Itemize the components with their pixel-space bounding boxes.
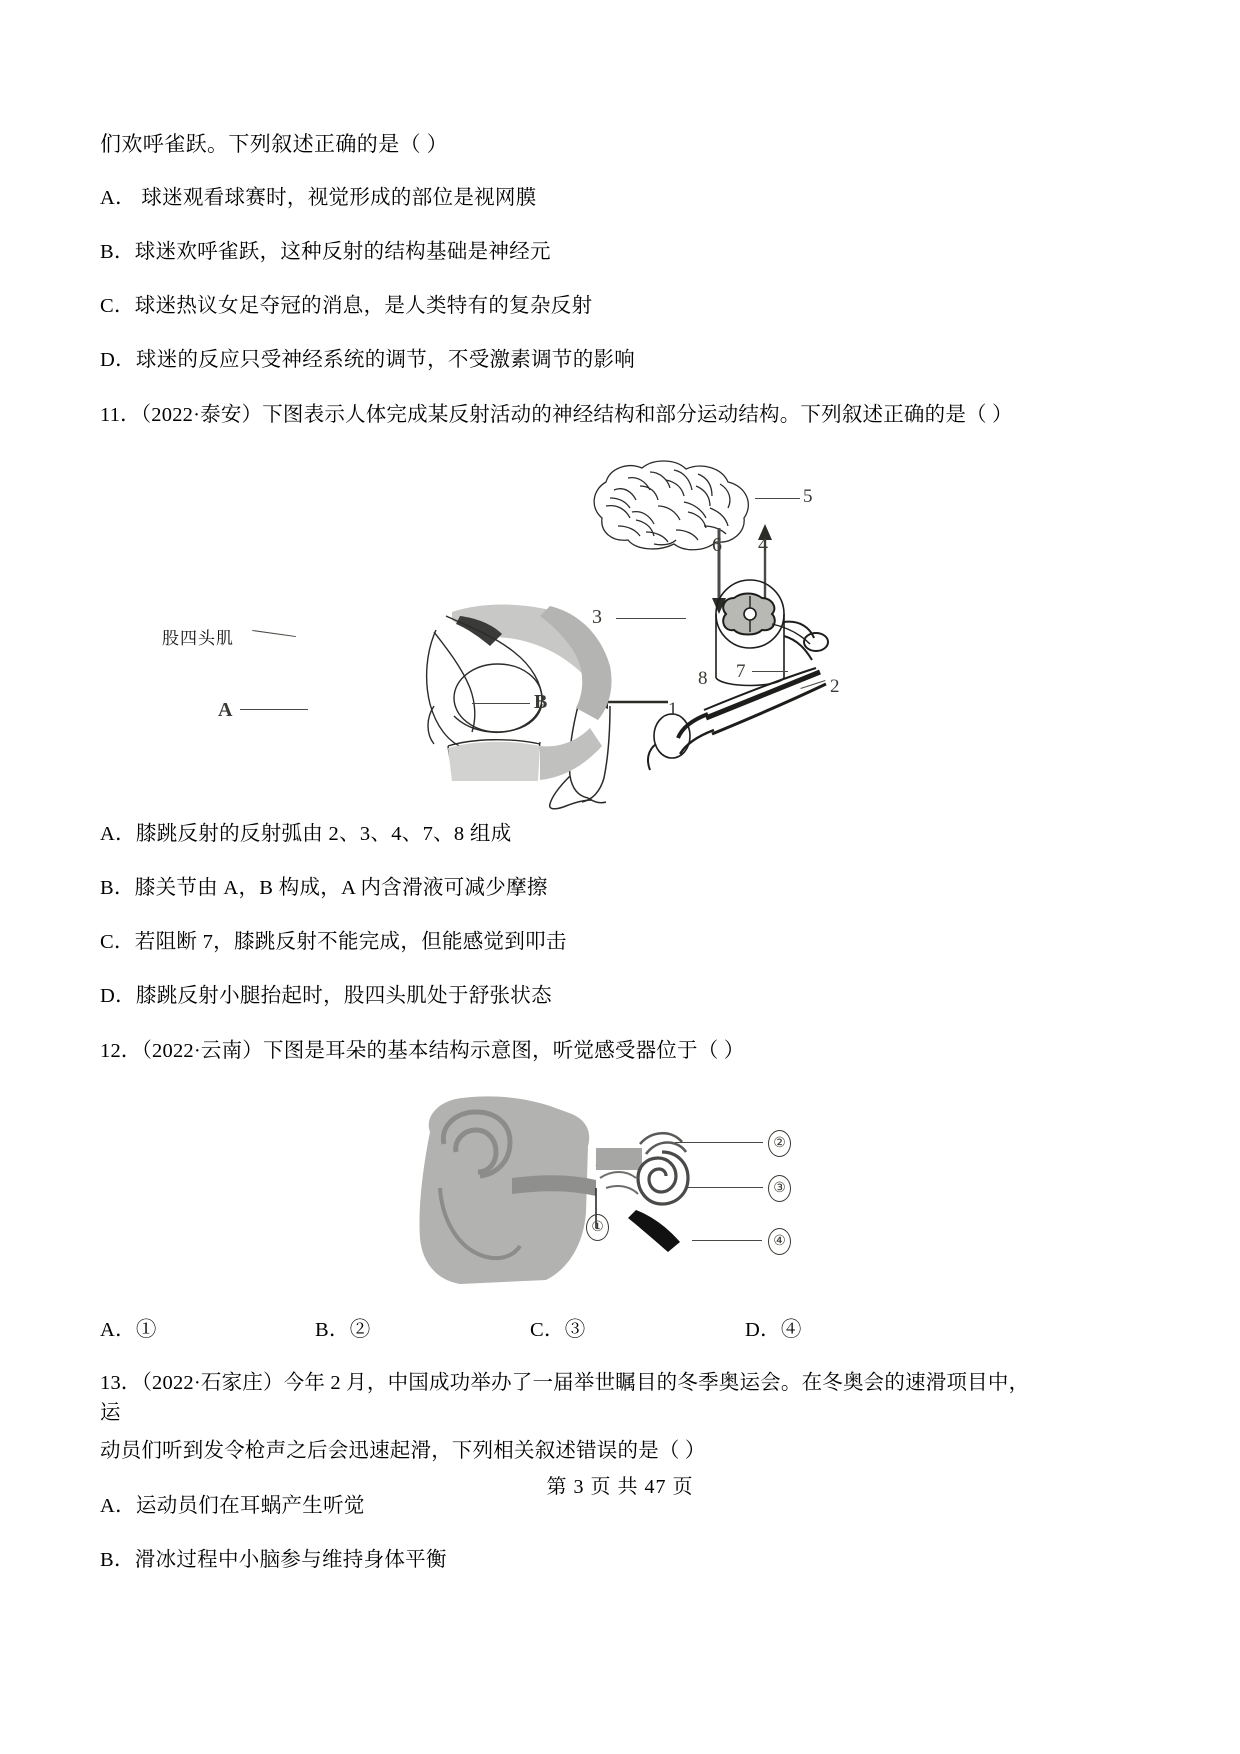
q10-option-b: B．球迷欢呼雀跃，这种反射的结构基础是神经元 bbox=[100, 241, 551, 263]
figure-label-5: 5 bbox=[803, 486, 813, 507]
figure-label-quadriceps: 股四头肌 bbox=[162, 629, 234, 648]
q13-option-a: A．运动员们在耳蜗产生听觉 bbox=[100, 1495, 365, 1517]
q12-number: 12． bbox=[100, 1040, 142, 1062]
q11-option-a: A．膝跳反射的反射弧由 2、3、4、7、8 组成 bbox=[100, 823, 512, 845]
q13-number: 13． bbox=[100, 1372, 142, 1394]
q11-stem-text: 下图表示人体完成某反射活动的神经结构和部分运动结构。下列叙述正确的是（ ） bbox=[262, 404, 1013, 426]
ear-label-4: ④ bbox=[768, 1228, 791, 1255]
figure-label-1: 1 bbox=[668, 699, 678, 720]
knee-joint-illustration bbox=[390, 596, 620, 781]
q12-choices bbox=[100, 1312, 1030, 1342]
q13-stem-text1: 今年 2 月，中国成功举办了一届举世瞩目的冬季奥运会。在冬奥会的速滑项目中，运 bbox=[100, 1372, 1030, 1424]
q12-choice-d: D．④ bbox=[745, 1319, 802, 1341]
q13-source: （2022·石家庄） bbox=[141, 1372, 284, 1394]
q12-stem bbox=[100, 1036, 1030, 1066]
ear-label-1: ① bbox=[586, 1214, 609, 1241]
leader-line-quadriceps bbox=[252, 630, 296, 638]
page-content bbox=[100, 130, 1030, 1600]
brain-illustration bbox=[580, 456, 770, 566]
q11-option-b: B．膝关节由 A，B 构成，A 内含滑液可减少摩擦 bbox=[100, 877, 548, 899]
figure-label-8: 8 bbox=[698, 668, 708, 689]
leader-line-ear-2 bbox=[675, 1142, 763, 1143]
q11-stem bbox=[100, 400, 1030, 430]
ear-structure-figure bbox=[100, 1092, 1030, 1292]
figure-label-3: 3 bbox=[592, 606, 602, 628]
leader-line-ear-3 bbox=[685, 1187, 763, 1188]
q11-option-c: C．若阻断 7，膝跳反射不能完成，但能感觉到叩击 bbox=[100, 931, 567, 953]
ear-anatomy-illustration bbox=[400, 1092, 740, 1292]
figure-label-B: B bbox=[534, 691, 548, 713]
page-footer: 第 3 页 共 47 页 bbox=[546, 1476, 694, 1498]
figure-label-2: 2 bbox=[830, 676, 840, 697]
q12-stem-text: 下图是耳朵的基本结构示意图，听觉感受器位于（ ） bbox=[263, 1040, 745, 1062]
figure-label-A: A bbox=[218, 699, 233, 721]
q13-stem-line1 bbox=[100, 1368, 1030, 1428]
q13-stem-line2: 动员们听到发令枪声之后会迅速起滑，下列相关叙述错误的是（ ） bbox=[100, 1440, 706, 1462]
q10-option-c: C．球迷热议女足夺冠的消息，是人类特有的复杂反射 bbox=[100, 295, 593, 317]
leader-line-5 bbox=[755, 498, 800, 499]
q10-stem-tail: 们欢呼雀跃。下列叙述正确的是（ ） bbox=[100, 132, 449, 156]
q12-source: （2022·云南） bbox=[141, 1040, 263, 1062]
q11-option-d: D．膝跳反射小腿抬起时，股四头肌处于舒张状态 bbox=[100, 985, 552, 1007]
q10-option-d: D．球迷的反应只受神经系统的调节，不受激素调节的影响 bbox=[100, 349, 636, 371]
ear-label-2: ② bbox=[768, 1130, 791, 1157]
figure-label-7: 7 bbox=[736, 661, 746, 682]
leader-line-3 bbox=[616, 618, 686, 619]
leader-line-ear-4 bbox=[692, 1240, 762, 1241]
ear-label-3: ③ bbox=[768, 1175, 791, 1202]
figure-label-4: 4 bbox=[758, 534, 768, 556]
q11-number: 11． bbox=[100, 404, 141, 426]
q10-option-a: A． 球迷观看球赛时，视觉形成的部位是视网膜 bbox=[100, 187, 537, 209]
q13-option-b: B．滑冰过程中小脑参与维持身体平衡 bbox=[100, 1549, 447, 1571]
leader-line-B bbox=[472, 703, 530, 704]
figure-label-6: 6 bbox=[712, 534, 722, 556]
q12-choice-a: A．① bbox=[100, 1319, 157, 1341]
q12-choice-c: C．③ bbox=[530, 1319, 586, 1341]
leader-line-A bbox=[240, 709, 308, 710]
leader-line-7 bbox=[752, 671, 788, 672]
q12-choice-b: B．② bbox=[315, 1319, 371, 1341]
knee-jerk-reflex-figure bbox=[100, 456, 1030, 806]
q11-source: （2022·泰安） bbox=[140, 404, 263, 426]
